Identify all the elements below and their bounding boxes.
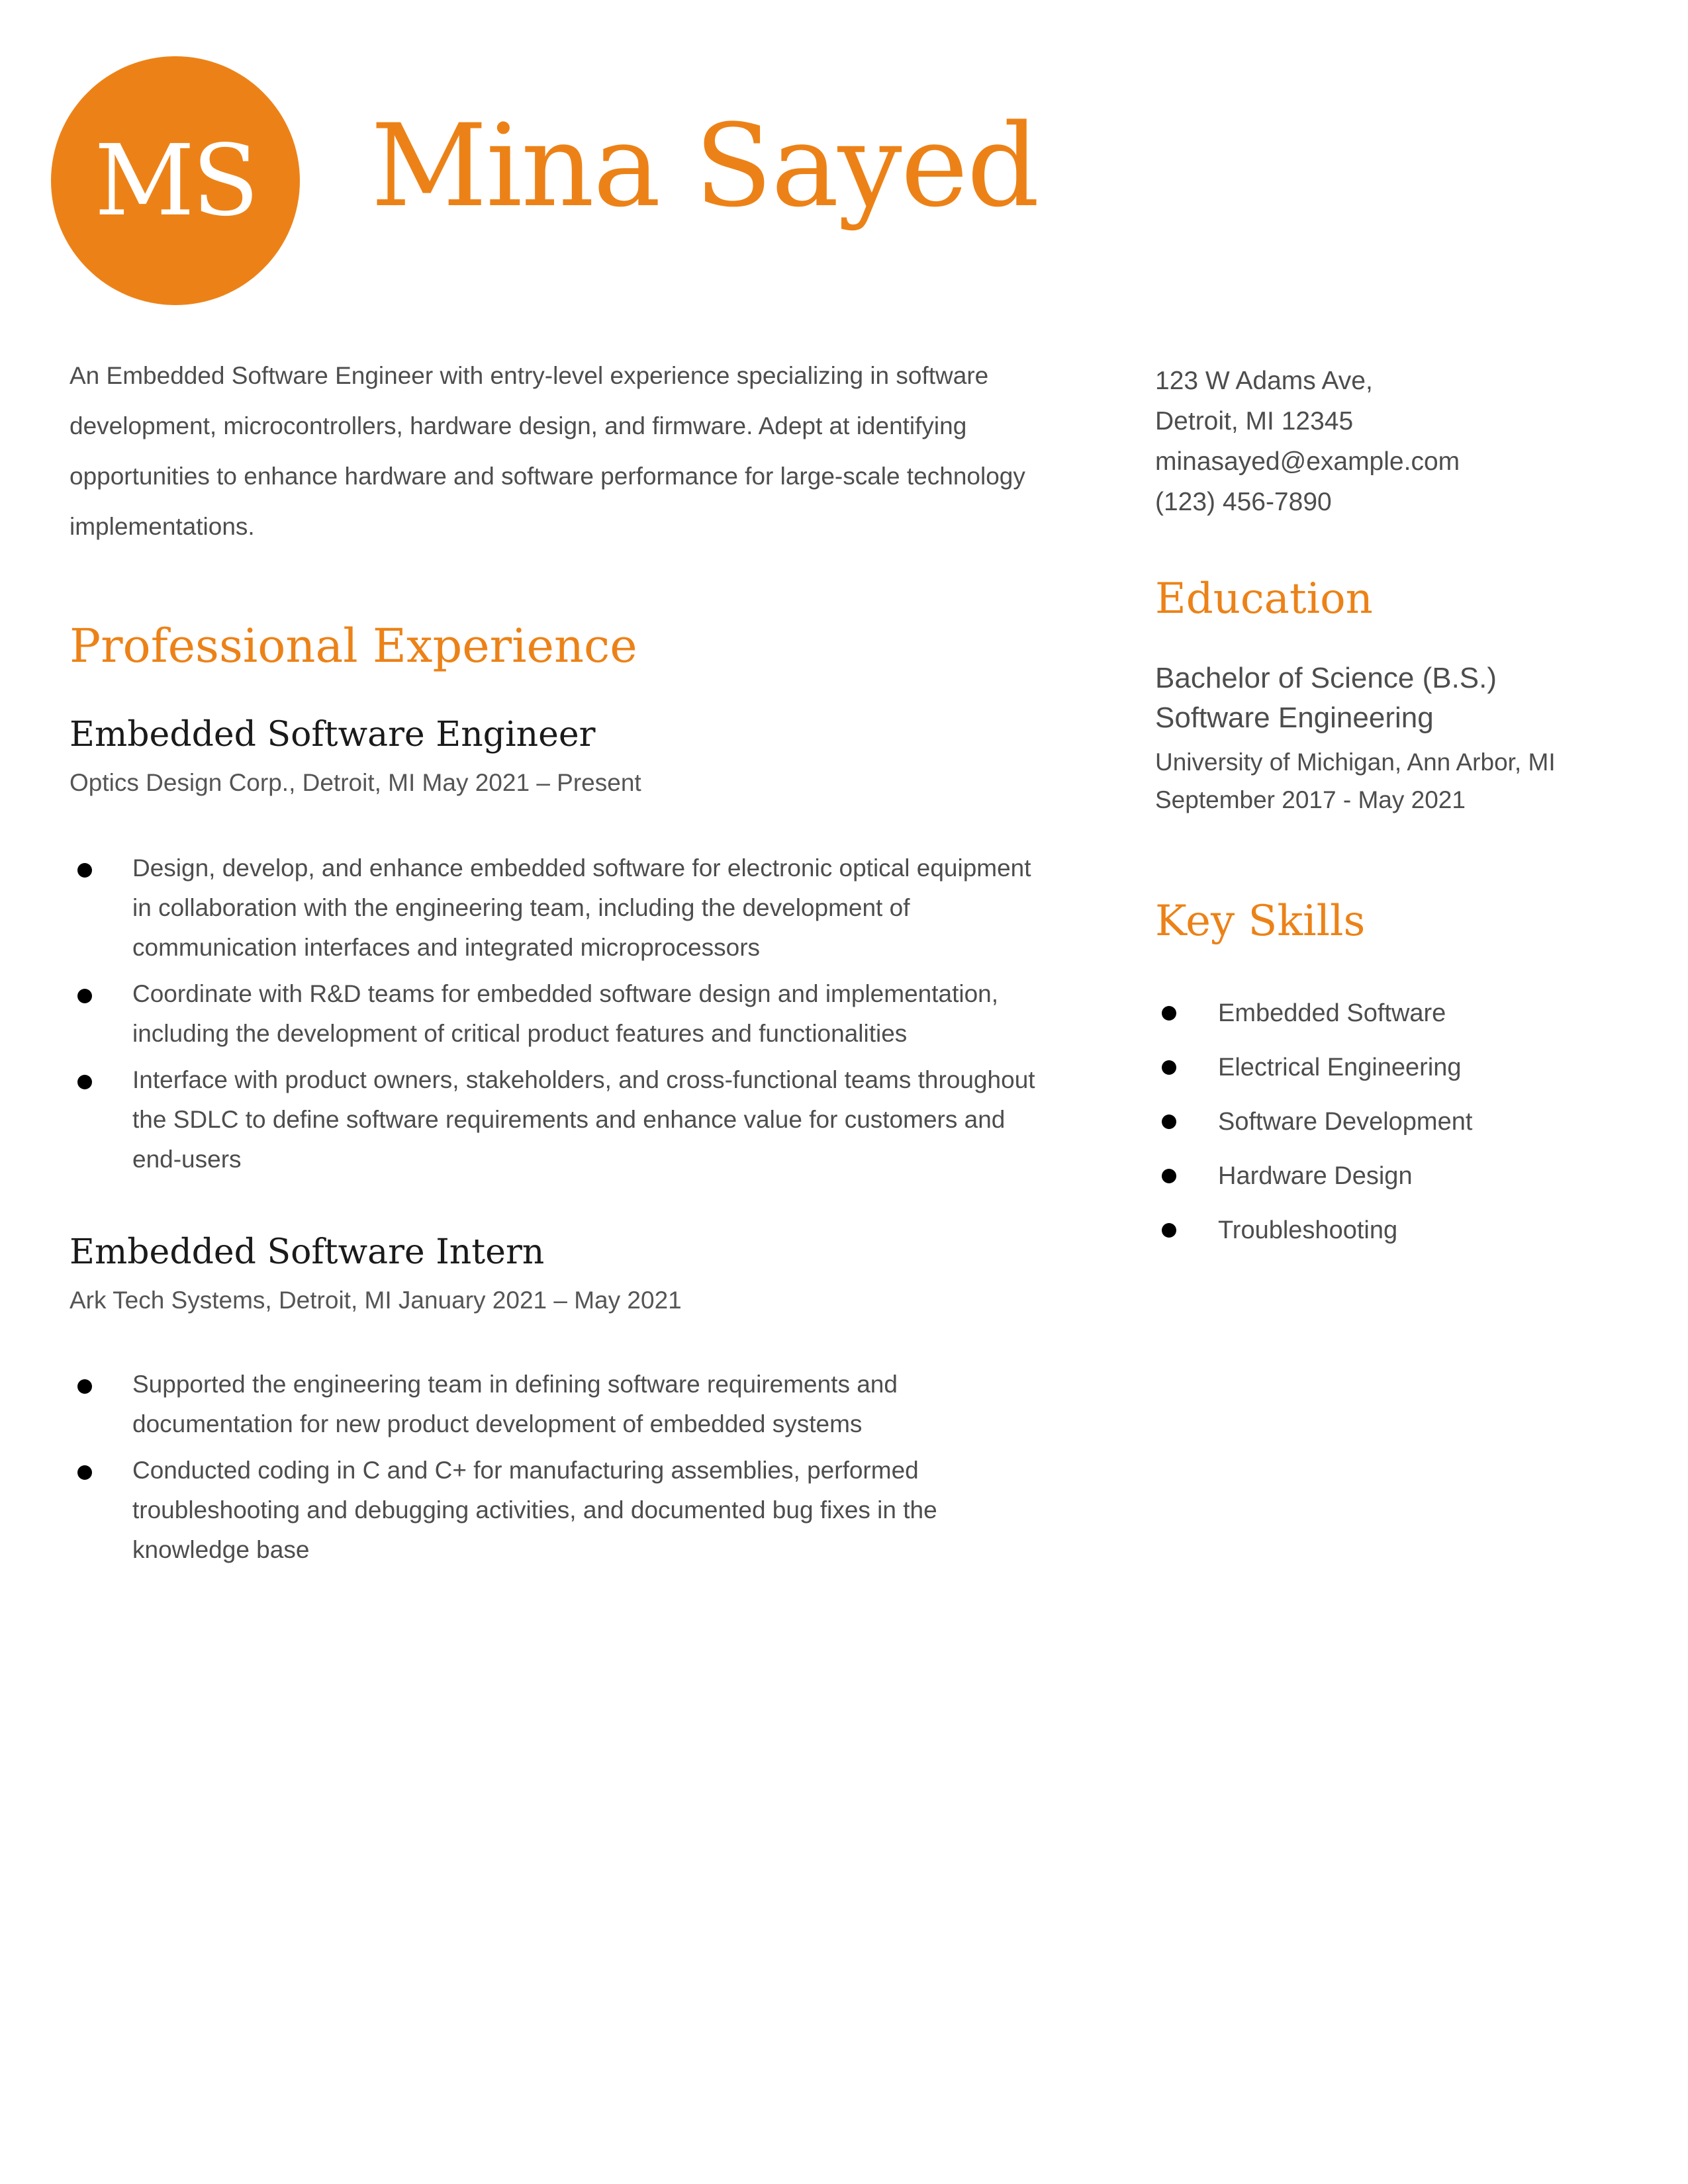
bullet-icon bbox=[1162, 1169, 1176, 1183]
list-item bbox=[70, 974, 1049, 1054]
list-item bbox=[70, 1451, 1049, 1570]
monogram-badge bbox=[51, 56, 300, 305]
job-bullet-list bbox=[70, 1365, 1049, 1576]
experience-heading: Professional Experience bbox=[70, 619, 637, 673]
education-heading: Education bbox=[1155, 574, 1373, 623]
job-bullet-list bbox=[70, 848, 1049, 1186]
bullet-text: Supported the engineering team in defining software requirements and documentation for new product development of embedded systems bbox=[132, 1371, 898, 1437]
list-item bbox=[1155, 1149, 1472, 1203]
skills-heading: Key Skills bbox=[1155, 897, 1366, 946]
skill-text: Embedded Software bbox=[1218, 999, 1446, 1027]
education-entry bbox=[1155, 659, 1556, 819]
bullet-icon bbox=[1162, 1223, 1176, 1238]
job-meta: Optics Design Corp., Detroit, MI May 2021 – Present bbox=[70, 769, 641, 796]
bullet-text: Interface with product owners, stakeholders, and cross-functional teams throughout the SDLC to define software requirements and enhance value for customers and end-users bbox=[132, 1066, 1035, 1173]
summary-paragraph: An Embedded Software Engineer with entry-level experience specializing in software development, microcontrollers, hardware design, and firmware. Adept at identifying opportunities to enhance hardware and software performance for large-scale technology implementations. bbox=[70, 362, 1025, 540]
job-title: Embedded Software Engineer bbox=[70, 715, 596, 754]
contact-block bbox=[1155, 361, 1460, 522]
bullet-icon bbox=[77, 1379, 92, 1394]
bullet-icon bbox=[77, 1075, 92, 1089]
school: University of Michigan, Ann Arbor, MI bbox=[1155, 749, 1556, 776]
list-item bbox=[1155, 1095, 1472, 1149]
skill-text: Electrical Engineering bbox=[1218, 1054, 1462, 1081]
monogram-initials: MS bbox=[94, 124, 257, 238]
skill-text: Hardware Design bbox=[1218, 1162, 1413, 1190]
bullet-text: Coordinate with R&D teams for embedded software design and implementation, including the development of critical product features and functionalities bbox=[132, 980, 999, 1047]
bullet-icon bbox=[1162, 1115, 1176, 1129]
major: Software Engineering bbox=[1155, 702, 1434, 734]
bullet-icon bbox=[77, 1465, 92, 1480]
bullet-text: Design, develop, and enhance embedded software for electronic optical equipment in collaboration with the engineering team, including the development of communication interfaces and integrated microprocessors bbox=[132, 854, 1031, 961]
list-item bbox=[70, 1365, 1049, 1444]
address-line-2: Detroit, MI 12345 bbox=[1155, 407, 1354, 435]
bullet-icon bbox=[1162, 1006, 1176, 1021]
education-dates: September 2017 - May 2021 bbox=[1155, 786, 1466, 813]
list-item bbox=[1155, 986, 1472, 1040]
bullet-icon bbox=[1162, 1060, 1176, 1075]
degree: Bachelor of Science (B.S.) bbox=[1155, 662, 1497, 694]
email: minasayed@example.com bbox=[1155, 447, 1460, 476]
candidate-name: Mina Sayed bbox=[371, 99, 1039, 232]
bullet-icon bbox=[77, 863, 92, 878]
list-item bbox=[70, 848, 1049, 968]
bullet-text: Conducted coding in C and C+ for manufacturing assemblies, performed troubleshooting and debugging activities, and documented bug fixes in the knowledge base bbox=[132, 1457, 937, 1563]
list-item bbox=[70, 1060, 1049, 1179]
phone: (123) 456-7890 bbox=[1155, 488, 1332, 516]
skill-text: Software Development bbox=[1218, 1108, 1473, 1136]
bullet-icon bbox=[77, 989, 92, 1003]
list-item bbox=[1155, 1203, 1472, 1257]
job-title: Embedded Software Intern bbox=[70, 1232, 545, 1272]
address-line-1: 123 W Adams Ave, bbox=[1155, 367, 1373, 395]
list-item bbox=[1155, 1040, 1472, 1095]
skill-text: Troubleshooting bbox=[1218, 1216, 1398, 1244]
skills-list bbox=[1155, 986, 1472, 1257]
job-meta: Ark Tech Systems, Detroit, MI January 2021 – May 2021 bbox=[70, 1287, 682, 1314]
